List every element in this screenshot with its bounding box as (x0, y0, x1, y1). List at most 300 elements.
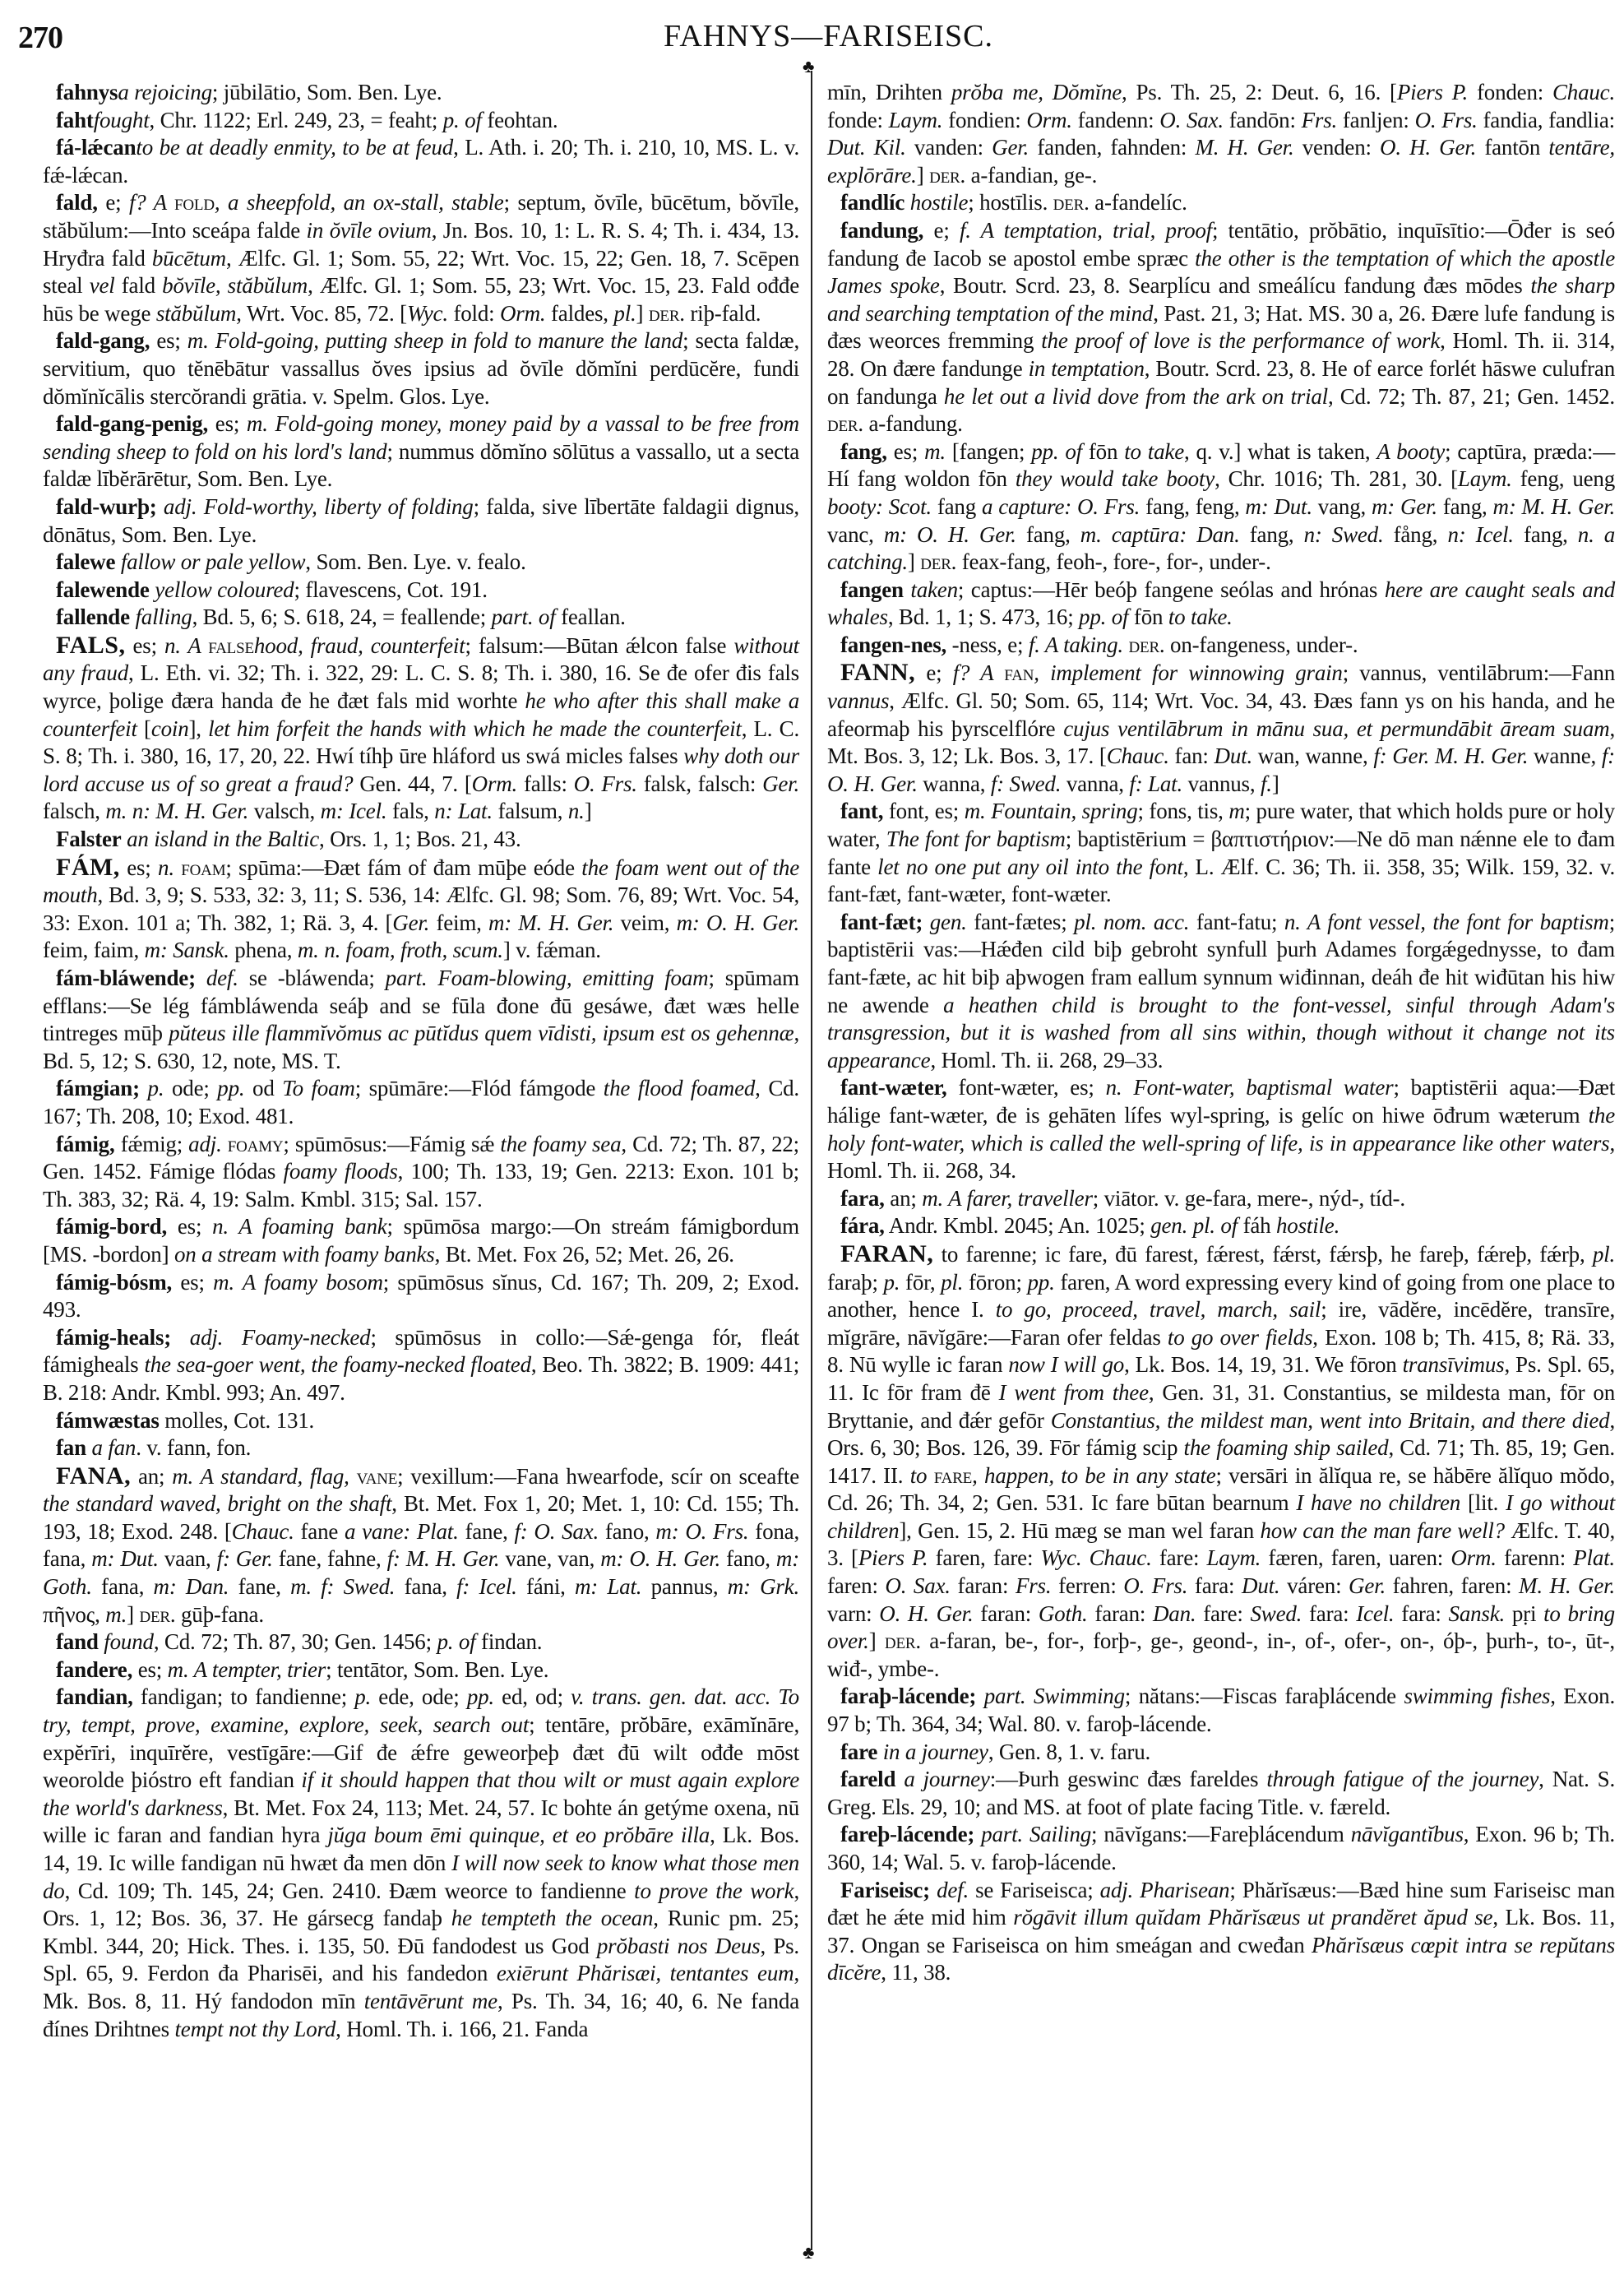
entry-gloss: m. captūra: Dan. (1080, 521, 1240, 547)
entry-small-caps: der. (929, 162, 966, 188)
entry-gloss: the foaming ship sailed (1183, 1435, 1389, 1461)
entry-gloss: fought (93, 107, 150, 132)
entry-text: færen, faren, uaren: (1261, 1545, 1451, 1571)
left-column (43, 79, 799, 2043)
entry-text: fals, (386, 799, 435, 824)
headword: fandlíc (840, 190, 905, 215)
entry-gloss: foamy floods (283, 1159, 398, 1184)
entry-text: wan, wanne, (1252, 744, 1374, 769)
dictionary-entry (827, 1766, 1615, 1821)
entry-text: , Cd. 71; Th. 85, 19; Gen. 1417. II. (827, 1435, 1615, 1488)
dictionary-entry (43, 854, 799, 965)
entry-text: fang, (1513, 521, 1578, 547)
entry-text: vanc, (827, 521, 884, 547)
entry-text: ode; (164, 1076, 218, 1101)
entry-text: , Ors. 1, 1; Bos. 21, 43. (319, 827, 521, 852)
entry-text: , Cd. 72; Th. 87, 21; Gen. 1452. (1327, 383, 1615, 409)
entry-gloss: let him forfeit the hands with which he made the counterfeit (208, 716, 742, 741)
entry-gloss: Orm. (1026, 107, 1072, 132)
entry-gloss: a vane: Plat. (344, 1518, 459, 1544)
entry-text: farenn: (1496, 1545, 1574, 1571)
headword: fámig-heals; (56, 1324, 172, 1350)
entry-gloss: jŭga boum ēmi quinque, et eo prŏbāre illa (327, 1823, 710, 1848)
entry-small-caps: der. (139, 1601, 176, 1627)
entry-text: , Homl. Th. ii. 314, 28. On đære fandunge (827, 328, 1615, 381)
entry-gloss: f: Icel. (456, 1574, 517, 1600)
headword: fant-wæter, (840, 1075, 947, 1100)
entry-gloss: p. (147, 1076, 164, 1101)
page-number: 270 (18, 21, 62, 55)
entry-text: fara: (1302, 1601, 1357, 1626)
entry-text: , Homl. Th. ii. 268, 29–33. (930, 1047, 1164, 1072)
entry-text: ; nătans:—Fiscas faraþlácende (1124, 1684, 1404, 1709)
entry-gloss: booty: Scot. (827, 493, 932, 519)
entry-small-caps: foamy (227, 1131, 284, 1156)
entry-text: fáh (1238, 1213, 1276, 1239)
entry-text: faren: (827, 1573, 886, 1599)
entry-text: fonde: (827, 107, 889, 132)
entry-gloss: f: M. H. Ger. (386, 1546, 500, 1572)
entry-gloss: m. A foamy bosom (213, 1269, 383, 1295)
entry-text: vanden: (905, 135, 992, 160)
entry-gloss: f. (1260, 771, 1272, 796)
entry-text: falls: (517, 771, 574, 796)
entry-text: fana, (395, 1574, 457, 1600)
dictionary-entry (43, 604, 799, 632)
entry-text: e; (915, 660, 953, 686)
headword: fara, (840, 1185, 885, 1211)
entry-text: , Runic pm. 25; Kmbl. 344, 20; Hick. Thes. i. 135, 50. Đū fandodest us God (43, 1906, 799, 1958)
dictionary-entry (827, 79, 1615, 189)
entry-text: , Homl. Th. i. 166, 21. Fanda (335, 2016, 589, 2041)
entry-text: ; Phărĭsæus:—Bæd hine sum Fariseisc man đæt he ǽte mid him (827, 1877, 1615, 1930)
entry-text: fant-fatu; (1189, 909, 1284, 934)
entry-gloss: M. H. Ger. (1195, 135, 1294, 160)
entry-gloss: to take. (1168, 605, 1233, 630)
entry-gloss: Ger. (762, 771, 800, 796)
entry-gloss: he who after this shall make a counterfeit (43, 688, 799, 741)
entry-gloss: m: M. H. Ger. (488, 910, 614, 935)
entry-gloss: nāvĭgantĭbus (1350, 1822, 1464, 1847)
entry-gloss: a heathen child is brought to the font-vessel, sinful through Adam's transgression, but it is washed from all sins within, though without it change not its appearance (827, 992, 1616, 1072)
entry-text: e; (97, 190, 129, 215)
entry-gloss: to be at deadly enmity, to be at feud (136, 135, 454, 160)
entry-gloss: on a stream with foamy banks (174, 1241, 435, 1267)
entry-text: , Ors. 6, 30; Bos. 126, 39. Fōr fámig scip (827, 1407, 1615, 1461)
entry-gloss: part. Swimming (983, 1684, 1125, 1709)
entry-text: -ness, e; (946, 632, 1029, 657)
entry-text: fane, fahne, (272, 1546, 387, 1572)
entry-gloss: to prove the work (634, 1878, 794, 1903)
entry-text: veim, (613, 910, 677, 935)
entry-small-caps: fare (933, 1462, 973, 1488)
entry-gloss: Laym. (1206, 1545, 1261, 1571)
entry-small-caps: false (208, 632, 254, 658)
entry-text: , Beo. Th. 3822; B. 1909: 441; B. 218: Andr. Kmbl. 993; An. 497. (43, 1352, 799, 1405)
entry-gloss: To foam (282, 1076, 355, 1101)
entry-gloss: Ger. (1349, 1573, 1386, 1599)
entry-gloss: pp. (217, 1076, 245, 1101)
entry-gloss: The font for baptism (886, 827, 1066, 852)
headword: FÁM, (56, 853, 120, 881)
entry-text: font-wæter, es; (946, 1075, 1106, 1100)
entry-gloss: f: Lat. (1129, 771, 1183, 796)
entry-text: , Cd. 167; Th. 208, 10; Exod. 481. (43, 1076, 799, 1128)
entry-gloss: n: Icel. (1447, 521, 1514, 547)
dictionary-entry (827, 1185, 1615, 1213)
entry-text: falsk, falsch: (636, 771, 763, 796)
entry-gloss: the sharp and searching temptation of the mind (827, 273, 1616, 326)
running-head: FAHNYS—FARISEISC. (664, 19, 993, 53)
headword: fahnys (56, 80, 118, 104)
entry-gloss: n. (567, 799, 585, 824)
entry-text: falsum, (492, 799, 568, 824)
entry-small-caps: der. (884, 1628, 921, 1654)
entry-text: , Past. 21, 3; Hat. MS. 30 a, 26. Đære lufe fandung is đæs weorces fremming (827, 300, 1615, 354)
dictionary-entry (827, 1821, 1615, 1876)
entry-gloss: Dut. Kil. (827, 135, 906, 160)
entry-small-caps: der. (1128, 632, 1165, 657)
entry-gloss: pl. (1592, 1241, 1615, 1267)
entry-text (157, 494, 164, 519)
entry-gloss: the foam went out of the mouth (43, 855, 799, 908)
entry-gloss: pl. (613, 300, 636, 326)
entry-gloss: m: Goth. (43, 1546, 799, 1600)
entry-gloss: I will now seek to know what those men do (43, 1851, 800, 1903)
entry-text: [lit. (1460, 1490, 1506, 1516)
dictionary-entry (827, 1074, 1615, 1184)
entry-text: Ælfc. T. 40, 3. [ (827, 1517, 1616, 1571)
entry-text: , Som. Ben. Lye. v. fealo. (305, 549, 526, 575)
entry-gloss: m: Dut. (1245, 493, 1312, 519)
entry-text: a-faran, be-, for-, forþ-, ge-, geond-, in-, of-, ofer-, on-, óþ-, þurh-, to-, ūt-, wiđ-, ymbe-. (827, 1628, 1615, 1681)
entry-text: feallan. (555, 605, 626, 630)
entry-text: ; spūmōsus sĭnus, Cd. 167; Th. 209, 2; Exod. 493. (43, 1269, 799, 1323)
entry-gloss: O. Sax. (1159, 107, 1224, 132)
entry-gloss: Dut. (1214, 744, 1252, 769)
headword: fámwæstas (56, 1407, 160, 1433)
column-ornament-top-icon: ♣ (803, 56, 815, 76)
headword: fámig-bord, (56, 1214, 168, 1239)
entry-text: ; nummus dŏmĭno sōlūtus a vassallo, ut a secta faldæ lībĕrārētur, Som. Ben. Lye. (43, 438, 799, 492)
entry-gloss: swimming fishes (1404, 1684, 1551, 1709)
entry-gloss: Chauc. (1106, 744, 1169, 769)
entry-gloss: the standard waved, bright on the shaft (43, 1491, 392, 1517)
entry-text: ; baptistērium = βαπτιστήριον:—Ne dō man nǽnne ele to đam fante (827, 827, 1615, 879)
dictionary-entry (43, 1684, 799, 2043)
entry-text: es; (886, 438, 925, 464)
entry-gloss: hood, fraud, counterfeit (253, 632, 465, 658)
entry-gloss: adj. Foamy-necked (189, 1324, 371, 1350)
entry-gloss: O. Frs. (573, 771, 637, 796)
entry-text: , Boutr. Scrd. 23, 8. Searplícu and smeálícu fandung đæs mōdes (939, 273, 1531, 299)
entry-gloss: m: Grk. (727, 1574, 800, 1600)
entry-text: es; (119, 855, 159, 880)
entry-text: feng, ueng (1511, 466, 1616, 492)
headword: FANN, (840, 659, 916, 687)
dictionary-entry (43, 577, 799, 605)
entry-text: a-fandian, ge-. (965, 162, 1098, 188)
entry-text: , Lk. Bos. 11, 37. Ongan se Fariseisca on him smeágan and cweđan (827, 1905, 1615, 1957)
entry-gloss: m: M. H. Ger. (1492, 493, 1616, 519)
entry-gloss: m: O. H. Ger. (676, 910, 799, 935)
entry-gloss: Ger. (992, 135, 1029, 160)
headword: fandere, (56, 1656, 133, 1682)
entry-text: fanljen: (1337, 107, 1415, 132)
entry-text: fona, fana, (43, 1518, 800, 1572)
entry-text: fandōn: (1223, 107, 1302, 132)
entry-text: ; spūmāre:—Flód fámgode (354, 1076, 604, 1101)
entry-text: ] (907, 549, 921, 575)
entry-text: , Mk. Bos. 8, 11. Hý fandodon mīn (43, 1961, 799, 2013)
entry-gloss: Wyc. Chauc. (1040, 1545, 1152, 1571)
entry-text: faren, fare: (928, 1545, 1041, 1571)
entry-text: od (244, 1076, 283, 1101)
entry-text: fang, (1239, 521, 1304, 547)
entry-text: fane (294, 1518, 345, 1544)
right-column (827, 79, 1615, 1987)
entry-gloss: A booty (1376, 438, 1446, 464)
entry-gloss: pp. (466, 1684, 494, 1710)
entry-gloss: Ger. (392, 910, 430, 935)
entry-text: , Lk. Bos. 14, 19, 31. We fōron (1124, 1352, 1403, 1378)
entry-text: font, es; (883, 799, 965, 824)
entry-text: , Bt. Met. Fox 1, 20; Met. 1, 10: Cd. 155; Th. 193, 18; Exod. 248. [ (43, 1491, 799, 1544)
entry-gloss: why doth our lord accuse us of so great a fraud? (43, 744, 799, 796)
entry-text: faraþ; (827, 1269, 884, 1295)
entry-gloss: I have no children (1296, 1490, 1461, 1516)
headword: fant-fæt; (840, 909, 923, 934)
entry-gloss: a journey (904, 1767, 990, 1792)
entry-gloss: p. (883, 1269, 900, 1295)
entry-gloss: f: Swed. (990, 771, 1062, 796)
entry-text: venden: (1293, 135, 1381, 160)
entry-text: vaan, (158, 1546, 217, 1572)
entry-text: ; falda, sive lībertāte faldagii dignus, dōnātus, Som. Ben. Lye. (43, 493, 799, 547)
entry-text: fondien: (942, 107, 1027, 132)
headword: faraþ-lácende; (840, 1684, 977, 1709)
headword: fandung, (840, 217, 924, 243)
entry-text: , L. Ath. i. 20; Th. i. 210, 10, MS. L. v. fǽ-lǽcan. (43, 135, 799, 188)
entry-text: to farenne; ic fare, đū farest, fǽrest, fǽrst, fǽrsþ, he fareþ, fǽreþ, fǽrþ, (933, 1241, 1593, 1267)
entry-text: , L. Ælf. C. 36; Th. ii. 358, 35; Wilk. 159, 32. v. fant-fæt, fant-wæter, font-wæter. (827, 854, 1615, 907)
entry-gloss: in temptation (1028, 355, 1145, 381)
entry-text: , Chr. 1016; Th. 281, 30. [ (1215, 466, 1458, 492)
entry-gloss: Goth. (1038, 1601, 1088, 1626)
entry-gloss: hostile. (1276, 1213, 1340, 1239)
entry-gloss: vannus (827, 688, 890, 714)
entry-text: ; hostīlis. (968, 190, 1053, 215)
entry-gloss: let no one put any oil into the font (877, 854, 1183, 879)
entry-text: ] (584, 799, 592, 824)
entry-text: vannus, (1182, 771, 1261, 796)
entry-gloss: adj. Fold-worthy, liberty of folding (163, 493, 474, 519)
entry-text: [fangen; (945, 438, 1032, 464)
entry-gloss: O. Frs. (1123, 1573, 1188, 1599)
entry-text (923, 910, 930, 934)
entry-text: fare: (1151, 1545, 1207, 1571)
entry-small-caps: fold (174, 190, 215, 215)
headword: FARAN, (840, 1239, 934, 1267)
entry-gloss: fallow or pale yellow (120, 549, 306, 575)
entry-text (895, 1767, 904, 1791)
entry-text: fana, (91, 1574, 154, 1600)
dictionary-entry (43, 826, 799, 854)
entry-text: fano, (599, 1518, 656, 1544)
entry-gloss: part. Sailing (981, 1822, 1092, 1847)
entry-gloss: a fan (91, 1435, 136, 1461)
entry-gloss: , a sheepfold, an ox-stall, stable (214, 190, 504, 215)
entry-small-caps: vane (356, 1463, 398, 1489)
entry-gloss: a rejoicing (118, 80, 212, 104)
entry-gloss: he let out a livid dove from the ark on trial (943, 383, 1328, 409)
entry-gloss: m. (924, 438, 946, 464)
entry-text: , Ps. Spl. 65, 9. Ferdon đa Pharisēi, and his fandedon (43, 1933, 799, 1986)
entry-gloss: without any fraud (43, 632, 799, 686)
entry-text: fonden: (1468, 80, 1552, 104)
entry-text: , Exon. 97 b; Th. 364, 34; Wal. 80. v. faroþ-lácende. (827, 1684, 1616, 1737)
headword: fá-lǽcan (56, 135, 136, 160)
entry-text: ; jūbilātio, Som. Ben. Lye. (211, 80, 442, 104)
entry-text: ], (188, 716, 209, 741)
entry-gloss: exiērunt Phărisæi, tentantes eum (496, 1961, 794, 1986)
entry-text: mīn, Drihten (827, 80, 951, 104)
entry-gloss: Dan. (1152, 1601, 1196, 1626)
headword: fára, (840, 1213, 885, 1239)
entry-text: falsch, (43, 799, 106, 824)
entry-text: ] (868, 1628, 885, 1654)
entry-text: fald (114, 273, 163, 299)
entry-text: , Wrt. Voc. 85, 72. [ (236, 300, 407, 326)
dictionary-entry (43, 1407, 799, 1435)
entry-gloss: Piers P. (858, 1545, 928, 1571)
entry-gloss: m: Sansk. (144, 938, 229, 963)
entry-gloss: Frs. (1301, 107, 1338, 132)
entry-gloss: prŏbasti nos Deus (596, 1933, 761, 1958)
entry-text: ; spūma:—Đæt fám of đam mūþe eóde (225, 855, 582, 880)
entry-gloss: Orm. (471, 771, 518, 796)
entry-text: es; (125, 632, 164, 658)
headword: fald-wurþ; (56, 493, 157, 519)
dictionary-entry (827, 1877, 1615, 1987)
entry-text: ; spūmōsus:—Fámig sǽ (283, 1131, 501, 1156)
dictionary-entry (827, 1683, 1615, 1738)
entry-text: πῆνος, (43, 1601, 106, 1627)
entry-gloss: an island in the Baltic (127, 827, 320, 852)
headword: fámig-bósm, (56, 1269, 173, 1295)
headword: fámgian; (56, 1076, 140, 1101)
entry-text: [ (136, 716, 151, 741)
entry-text: molles, Cot. 131. (159, 1407, 315, 1433)
entry-text: pṛi (1505, 1601, 1544, 1626)
entry-text: , Bd. 1, 1; S. 473, 16; (887, 605, 1080, 630)
entry-text: :—Þurh geswinc đæs fareldes (989, 1767, 1267, 1792)
entry-gloss: m: Icel. (320, 799, 387, 824)
entry-text: , Homl. Th. ii. 268, 34. (827, 1130, 1615, 1184)
entry-text: fáni, (516, 1574, 575, 1600)
dictionary-entry (43, 1656, 799, 1684)
entry-gloss: m. (105, 1601, 127, 1627)
entry-text: váren: (1279, 1573, 1349, 1599)
entry-gloss: f? A (128, 190, 175, 215)
entry-text: , 11, 38. (881, 1960, 951, 1985)
entry-gloss: O. Frs. (1414, 107, 1478, 132)
entry-gloss: tentāre, explōrāre. (827, 135, 1615, 188)
entry-gloss: here are caught seals and whales (827, 577, 1615, 630)
headword: fangen (840, 577, 904, 602)
entry-gloss: p. (354, 1684, 372, 1710)
entry-gloss: m. n: M. H. Ger. (105, 799, 249, 824)
entry-text: , Jn. Bos. 10, 1: L. R. S. 4; Th. i. 434, 13. Hryđra fald (43, 217, 799, 271)
entry-text: ; spūmōsus in collo:—Sǽ-genga fór, fleát fámigheals (43, 1324, 799, 1378)
entry-gloss: m: Dan. (153, 1574, 229, 1600)
entry-gloss: m. f: Swed. (290, 1574, 396, 1600)
entry-text (171, 1325, 190, 1350)
dictionary-entry (827, 659, 1615, 798)
entry-gloss: Phărĭsæus cœpit intra se repŭtans dīcĕre (827, 1932, 1615, 1985)
entry-text: , Gen. 31, 31. Constantius, se mildesta man, fōr on Bryttanie, and đǽr gefōr (827, 1379, 1616, 1433)
entry-gloss: f: Ger. M. H. Ger. (1373, 744, 1529, 769)
dictionary-entry (43, 1462, 799, 1629)
entry-text: faran: (973, 1601, 1039, 1626)
headword: fangen-nes, (840, 632, 947, 657)
entry-text: fant-fætes; (966, 909, 1075, 934)
entry-text: ; tentātor, Som. Ben. Lye. (326, 1656, 549, 1682)
entry-text: ; secta faldæ, servitium, quo tĕnēbātur vassallus ŏves ipsius ad ŏvīle dŏmĭni perdūcĕre, fundi dŏmĭnĭcālis stercŏrandi grātia. v. Spelm. Glos. Lye. (43, 328, 799, 409)
entry-text: feohtan. (481, 107, 558, 132)
entry-small-caps: der. (920, 549, 957, 575)
entry-gloss: , implement for winnowing grain (1034, 660, 1343, 686)
entry-gloss: f: Ger. (216, 1546, 273, 1572)
entry-gloss: pp. (1027, 1269, 1055, 1295)
entry-gloss: adj. (188, 1131, 228, 1156)
entry-gloss: if it should happen that thou wilt or must again explore the world's darkness (43, 1767, 799, 1820)
entry-gloss: prŏba me, Dŏmĭne (951, 80, 1122, 104)
entry-gloss: the flood foamed (603, 1076, 756, 1101)
entry-gloss: m. Fold-going, putting sheep in fold to manure the land (187, 328, 683, 354)
entry-small-caps: der. (648, 300, 685, 326)
entry-gloss: pl. (941, 1269, 964, 1295)
dictionary-entry (43, 1213, 799, 1268)
entry-text: , q. v.] what is taken, (1183, 438, 1377, 464)
entry-text: fandigan; to fandienne; (132, 1684, 355, 1710)
entry-gloss: f. A temptation, trial, proof (959, 217, 1212, 243)
entry-text: wanne, (1528, 744, 1602, 769)
entry-text: , Exon. 108 b; Th. 415, 8; Rä. 33, 8. Nū wylle ic faran (827, 1324, 1615, 1378)
entry-gloss: yellow coloured (155, 577, 294, 602)
entry-text: fōn (1128, 605, 1168, 630)
dictionary-entry (43, 1269, 799, 1324)
entry-text: ; pure water, that which holds pure or holy water, (827, 799, 1615, 852)
entry-gloss: n. Font-water, baptismal water (1105, 1075, 1394, 1100)
entry-text: fōron; (963, 1269, 1028, 1295)
headword: fald-gang-penig, (56, 411, 209, 437)
entry-gloss: tempt not thy Lord (174, 2016, 336, 2041)
entry-gloss: m: O. H. Ger. (600, 1546, 721, 1572)
entry-gloss: def. (937, 1877, 969, 1902)
entry-text: fane, (229, 1574, 291, 1600)
entry-gloss: pl. nom. acc. (1074, 909, 1190, 934)
headword: Fariseisc; (840, 1877, 930, 1902)
entry-gloss: Icel. (1356, 1601, 1395, 1626)
entry-gloss: they would take booty (1015, 466, 1215, 492)
entry-text: , 100; Th. 133, 19; Gen. 2213: Exon. 101 b; Th. 383, 32; Rä. 4, 19: Salm. Kmbl. 315; Sal. 157. (43, 1159, 799, 1211)
dictionary-entry (827, 632, 1615, 660)
entry-gloss: def. (206, 966, 238, 990)
entry-text: e; (923, 217, 960, 243)
entry-text (930, 1878, 937, 1902)
dictionary-entry (827, 189, 1615, 217)
